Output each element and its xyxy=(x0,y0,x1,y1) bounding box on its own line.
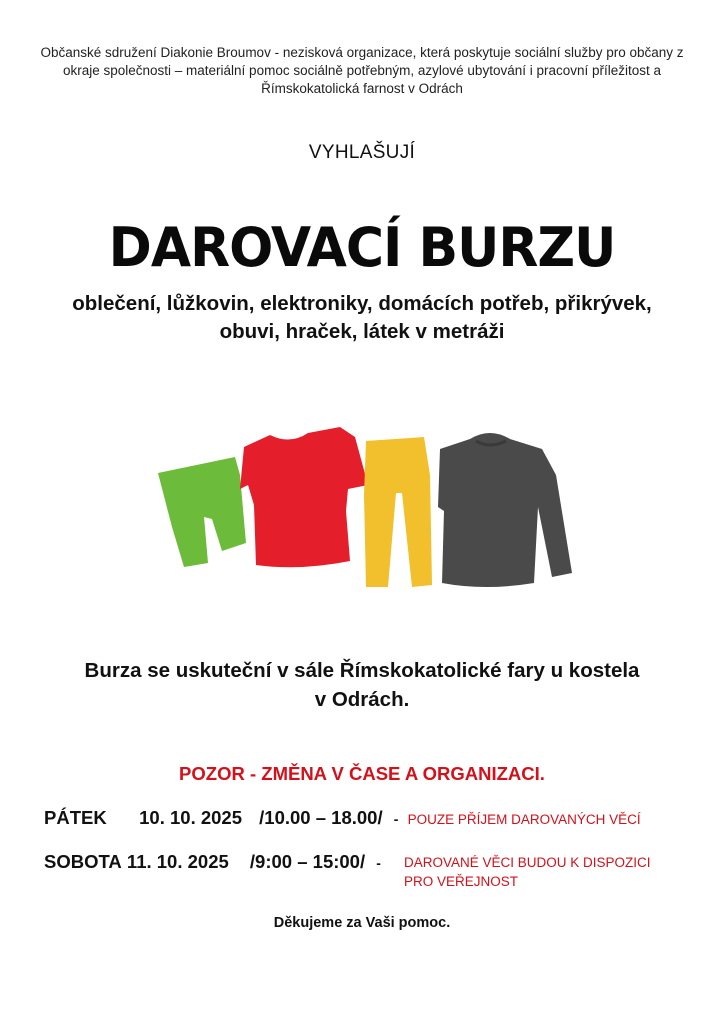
shorts-icon xyxy=(158,457,246,567)
schedule-note-line-2: PRO VEŘEJNOST xyxy=(404,874,519,889)
announce-heading: VYHLAŠUJÍ xyxy=(308,142,416,163)
schedule-date: 10. 10. 2025 xyxy=(139,807,243,828)
sweater-icon xyxy=(438,433,572,587)
thanks-text: Děkujeme za Vaši pomoc. xyxy=(273,915,451,931)
schedule-time: /9:00 – 15:00/ xyxy=(249,851,366,872)
schedule-row-friday xyxy=(44,807,641,829)
trousers-icon xyxy=(364,437,432,587)
schedule-dash: - xyxy=(393,811,399,827)
intro-paragraph: Občanské sdružení Diakonie Broumov - nezisková organizace, která poskytuje sociální služby pro občany z okraje společnosti – materiální pomoc sociálně potřebným, azylové ubytování i pracovní příležitost a Římskokatolická farnost v Odrách xyxy=(40,45,684,96)
schedule-date: 11. 10. 2025 xyxy=(126,851,229,872)
schedule-day: PÁTEK xyxy=(44,807,107,828)
tshirt-icon xyxy=(240,427,368,567)
location-line-2: v Odrách. xyxy=(314,688,410,711)
schedule-time: /10.00 – 18.00/ xyxy=(259,807,383,828)
schedule-note-line-1: DAROVANÉ VĚCI BUDOU K DISPOZICI xyxy=(404,855,651,870)
schedule-note: POUZE PŘÍJEM DAROVANÝCH VĚCÍ xyxy=(407,812,641,827)
warning-notice: POZOR - ZMĚNA V ČASE A ORGANIZACI. xyxy=(179,763,545,784)
schedule-day: SOBOTA xyxy=(44,851,122,872)
schedule-note-saturday xyxy=(404,853,704,891)
location-line-1: Burza se uskuteční v sále Římskokatolické fary u kostela xyxy=(84,659,640,682)
schedule-dash: - xyxy=(376,855,381,871)
subtitle-line-1: oblečení, lůžkovin, elektroniky, domácích potřeb, přikrývek, xyxy=(72,292,652,315)
items-subtitle xyxy=(20,290,704,346)
location-text xyxy=(20,656,704,714)
subtitle-line-2: obuvi, hraček, látek v metráži xyxy=(219,320,505,343)
schedule-row-saturday xyxy=(44,851,381,873)
clothes-illustration xyxy=(150,415,580,590)
poster-title: DAROVACÍ BURZU xyxy=(108,216,616,280)
